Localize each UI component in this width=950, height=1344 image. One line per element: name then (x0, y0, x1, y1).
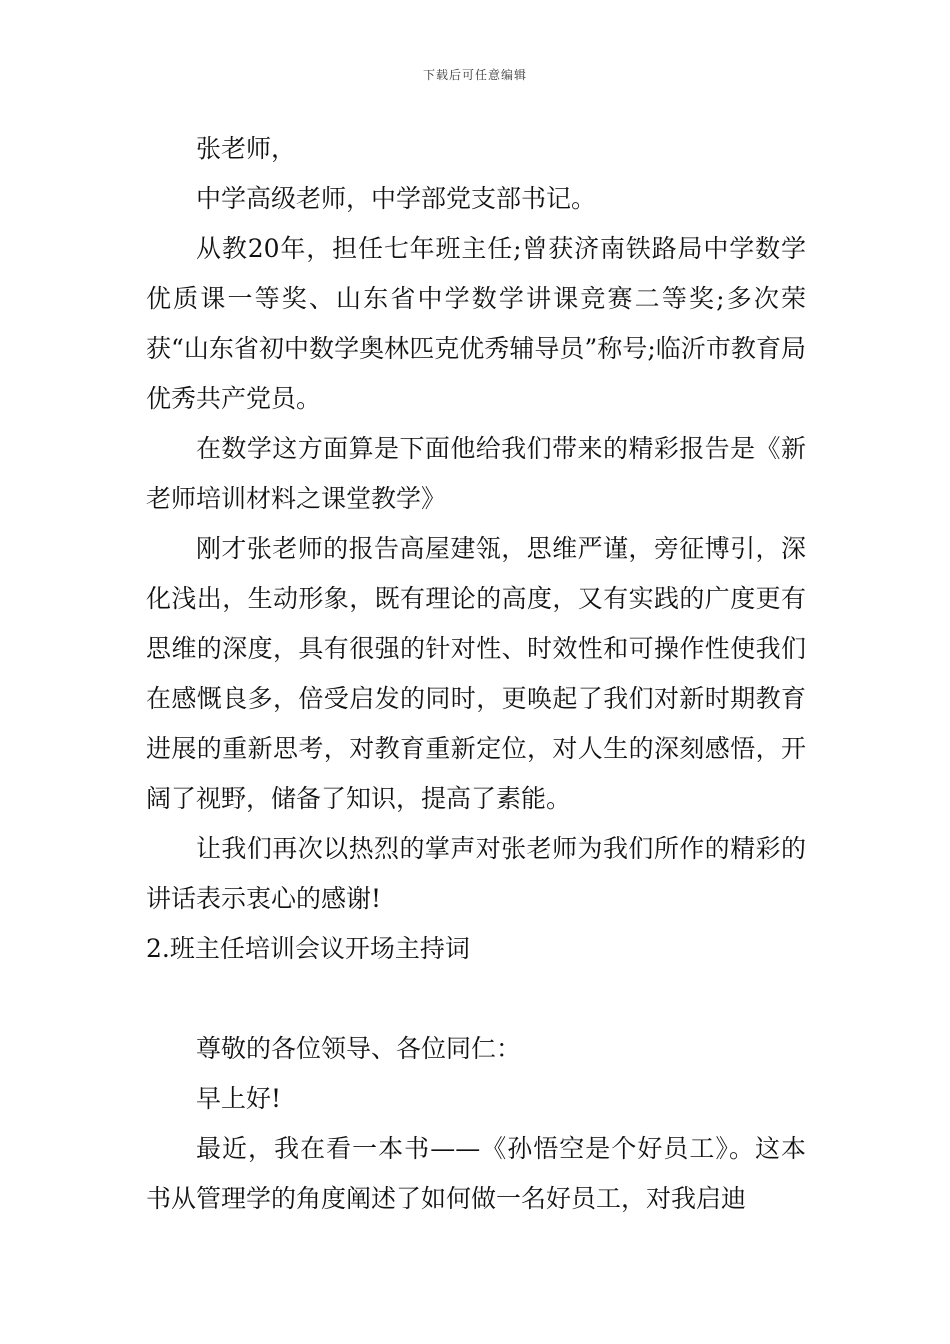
paragraph-thanks: 让我们再次以热烈的掌声对张老师为我们所作的精彩的讲话表示衷心的感谢! (146, 834, 806, 913)
section-spacer (146, 974, 806, 1024)
paragraph-experience: 从教20年，担任七年班主任;曾获济南铁路局中学数学优质课一等奖、山东省中学数学讲课竞赛二等奖;多次荣获“山东省初中数学奥林匹克优秀辅导员”称号;临沂市教育局优秀共产党员。 (146, 234, 806, 413)
section-heading: 2.班主任培训会议开场主持词 (146, 934, 470, 963)
paragraph-book: 最近，我在看一本书——《孙悟空是个好员工》。这本书从管理学的角度阐述了如何做一名好员工，对我启迪 (146, 1134, 806, 1213)
document-body (146, 124, 806, 1224)
paragraph-salutation: 尊敬的各位领导、各位同仁： (196, 1034, 522, 1063)
page-header-note: 下载后可任意编辑 (422, 68, 527, 82)
paragraph-good-morning: 早上好! (196, 1084, 282, 1113)
paragraph-report-review: 刚才张老师的报告高屋建瓴，思维严谨，旁征博引，深化浅出，生动形象，既有理论的高度，又有实践的广度更有思维的深度，具有很强的针对性、时效性和可操作性使我们在感慨良多，倍受启发的同时，更唤起了我们对新时期教育进展的重新思考，对教育重新定位，对人生的深刻感悟，开阔了视野，储备了知识，提高了素能。 (146, 534, 806, 813)
paragraph-report-intro: 在数学这方面算是下面他给我们带来的精彩报告是《新老师培训材料之课堂教学》 (146, 434, 806, 513)
paragraph-title: 中学高级老师，中学部党支部书记。 (196, 184, 597, 213)
paragraph-greeting: 张老师， (196, 134, 297, 163)
